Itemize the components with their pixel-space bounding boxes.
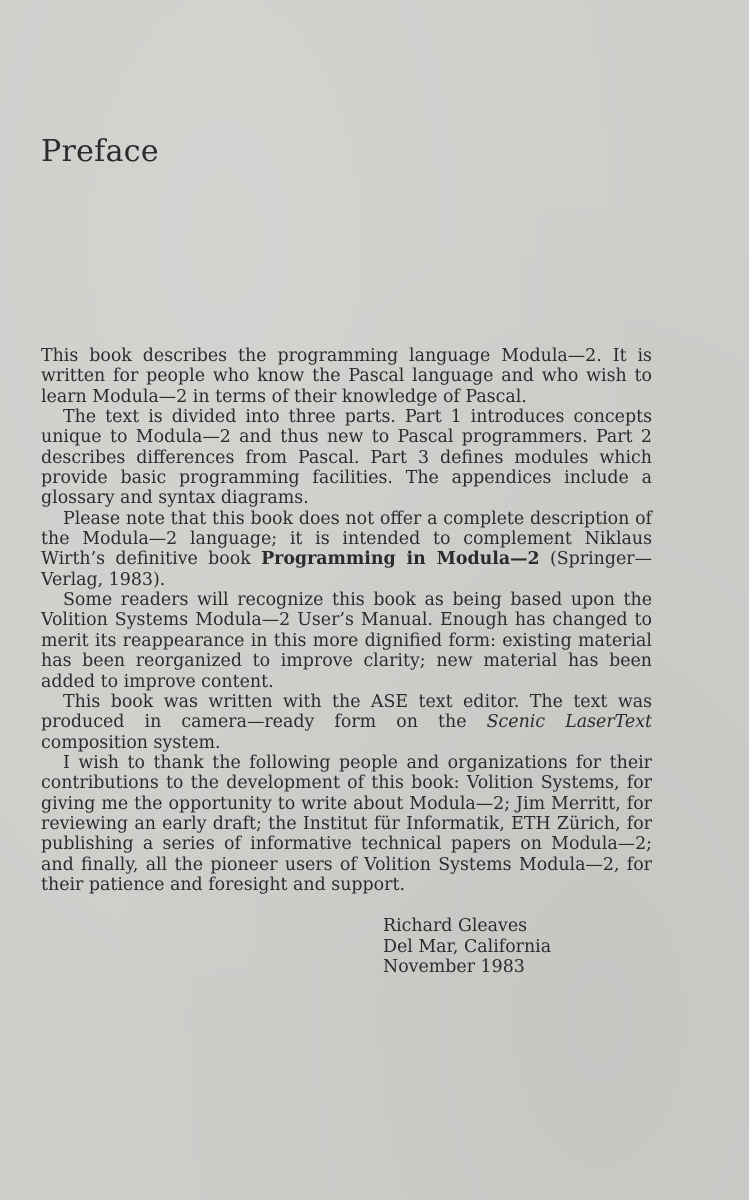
paragraph-text: The text is divided into three parts. Part 1 introduces concepts unique to Modula—2 and thus new to Pascal programmers. Part 2 describes differences from Pascal. Part 3 defines modules which provide basic programming facilities. The appendices include a glossary and syntax diagrams. xyxy=(41,407,652,509)
paragraph-structure xyxy=(41,407,652,509)
author-location: Del Mar, California xyxy=(383,936,552,957)
book-title-reference: Programming in Modula—2 xyxy=(261,549,540,570)
paragraph-text: Some readers will recognize this book as being based upon the Volition Systems Modula—2 User’s Manual. Enough has changed to merit its reappearance in this more dignified form: existing material has been reorganized to improve clarity; new material has been added to improve content. xyxy=(41,590,652,692)
author-name: Richard Gleaves xyxy=(383,916,528,936)
paragraph-scope xyxy=(41,509,652,590)
paragraph-text: This book describes the programming language Modula—2. It is written for people who know the Pascal language and who wish to learn Modula—2 in terms of their knowledge of Pascal. xyxy=(41,346,652,407)
preface-body xyxy=(41,346,652,895)
paragraph-text: composition system. xyxy=(41,732,221,753)
paragraph-production xyxy=(41,692,652,753)
signature-block xyxy=(383,916,551,978)
paragraph-intro xyxy=(41,346,652,407)
page-title: Preface xyxy=(41,134,159,169)
paragraph-acknowledgements xyxy=(41,753,652,895)
software-name: Scenic LaserText xyxy=(486,712,652,733)
paragraph-history xyxy=(41,590,652,692)
paragraph-text: Please note that this book does not offer a complete description of the Modula—2 language; it is intended to complement Niklaus Wirth’s definitive book xyxy=(41,508,652,570)
paragraph-text: (Springer—Verlag, 1983). xyxy=(41,549,652,590)
paragraph-text: I wish to thank the following people and organizations for their contributions to the development of this book: Volition Systems, for giving me the opportunity to write about Modula—2; Jim Merritt, for reviewing an early draft; the Institut für Informatik, ETH Zürich, for publishing a series of informative technical papers on Modula—2; and finally, all the pioneer users of Volition Systems Modula—2, for their patience and foresight and support. xyxy=(41,752,652,895)
signature-date: November 1983 xyxy=(383,957,525,977)
paragraph-text: This book was written with the ASE text editor. The text was produced in camera—ready form on the xyxy=(41,691,652,733)
